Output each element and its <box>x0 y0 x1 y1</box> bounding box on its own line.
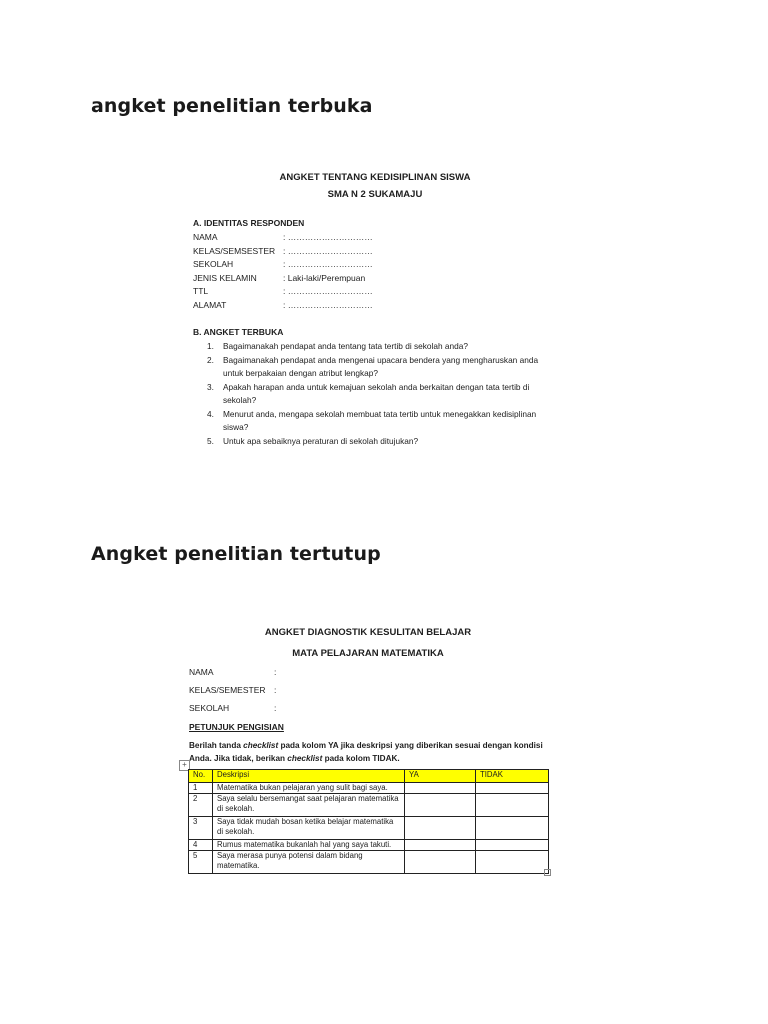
cell-no: 4 <box>189 840 213 851</box>
cell-tidak[interactable] <box>476 794 549 817</box>
cell-desc: Saya merasa punya potensi dalam bidang matematika. <box>213 851 405 874</box>
question-text: Menurut anda, mengapa sekolah membuat tata tertib untuk menegakkan kedisiplinan siswa? <box>223 408 537 432</box>
table-resize-handle[interactable] <box>544 869 551 876</box>
questionnaire-image-terbuka <box>190 170 560 460</box>
cell-no: 5 <box>189 851 213 874</box>
cell-tidak[interactable] <box>476 783 549 794</box>
questionnaire-image-tertutup <box>178 625 558 880</box>
field-value: : ………………………… <box>283 299 373 310</box>
field-label: JENIS KELAMIN <box>193 272 257 283</box>
field-colon: : <box>274 703 277 713</box>
field-label: KELAS/SEMSESTER <box>193 245 276 256</box>
field-value: : ………………………… <box>283 286 373 296</box>
field-value: : ………………………… <box>283 259 373 269</box>
question-number: 1. <box>207 341 214 351</box>
question-text: Bagaimanakah pendapat anda tentang tata tertib di sekolah anda? <box>223 341 468 351</box>
doc-title-line1: ANGKET DIAGNOSTIK KESULITAN BELAJAR <box>264 627 472 638</box>
table-row <box>189 817 549 840</box>
question-list <box>207 340 557 448</box>
field-label: NAMA <box>189 667 214 677</box>
question-text: Untuk apa sebaiknya peraturan di sekolah ditujukan? <box>223 435 419 446</box>
question-number: 4. <box>207 408 214 419</box>
cell-tidak[interactable] <box>476 840 549 851</box>
header-deskripsi: Deskripsi <box>213 770 405 783</box>
question-number: 2. <box>207 354 214 365</box>
table-header-row <box>189 770 549 783</box>
field-label: ALAMAT <box>193 299 227 310</box>
field-value: : ………………………… <box>283 245 373 256</box>
checklist-table <box>188 769 549 874</box>
cell-tidak[interactable] <box>476 851 549 874</box>
question-number: 3. <box>207 381 214 392</box>
field-label: SEKOLAH <box>189 703 230 713</box>
cell-desc: Matematika bukan pelajaran yang sulit bagi saya. <box>213 783 405 794</box>
list-item <box>207 435 557 449</box>
table-move-handle-icon[interactable]: + <box>179 760 190 771</box>
cell-ya[interactable] <box>405 794 476 817</box>
question-text: Bagaimanakah pendapat anda mengenai upacara bendera yang mengharuskan anda untuk berpakaian dengan atribut lengkap? <box>223 354 539 378</box>
field-value: : Laki-laki/Perempuan <box>283 272 366 283</box>
table-row <box>189 794 549 817</box>
cell-ya[interactable] <box>405 851 476 874</box>
cell-desc: Saya selalu bersemangat saat pelajaran matematika di sekolah. <box>213 794 405 817</box>
question-text: Apakah harapan anda untuk kemajuan sekolah anda berkaitan dengan tata tertib di sekolah? <box>223 381 530 405</box>
doc-title-line2: MATA PELAJARAN MATEMATIKA <box>292 648 444 659</box>
list-item <box>207 381 557 408</box>
table-row <box>189 851 549 874</box>
doc-title-line1: ANGKET TENTANG KEDISIPLINAN SISWA <box>279 172 471 183</box>
header-no: No. <box>189 770 213 783</box>
table-row <box>189 840 549 851</box>
cell-ya[interactable] <box>405 817 476 840</box>
cell-ya[interactable] <box>405 783 476 794</box>
cell-tidak[interactable] <box>476 817 549 840</box>
questions-section-header: B. ANGKET TERBUKA <box>193 327 284 337</box>
field-label: TTL <box>193 286 209 296</box>
cell-no: 3 <box>189 817 213 840</box>
field-value: : ………………………… <box>283 232 373 242</box>
field-colon: : <box>274 667 277 677</box>
section-heading-tertutup: Angket penelitian tertutup <box>91 543 381 565</box>
cell-ya[interactable] <box>405 840 476 851</box>
header-tidak: TIDAK <box>476 770 549 783</box>
cell-desc: Saya tidak mudah bosan ketika belajar matematika di sekolah. <box>213 817 405 840</box>
field-label: KELAS/SEMESTER <box>189 685 266 695</box>
field-colon: : <box>274 685 277 695</box>
list-item <box>207 340 557 354</box>
cell-no: 2 <box>189 794 213 817</box>
cell-desc: Rumus matematika bukanlah hal yang saya takuti. <box>213 840 405 851</box>
header-ya: YA <box>405 770 476 783</box>
cell-no: 1 <box>189 783 213 794</box>
identity-section-header: A. IDENTITAS RESPONDEN <box>193 218 305 228</box>
field-label: SEKOLAH <box>193 259 234 269</box>
list-item <box>207 408 557 435</box>
instructions-text: Berilah tanda checklist pada kolom YA jika deskripsi yang diberikan sesuai dengan kondisi Anda. Jika tidak, berikan checklist pada kolom TIDAK. <box>189 741 543 763</box>
list-item <box>207 354 557 381</box>
question-number: 5. <box>207 435 214 446</box>
doc-title-line2: SMA N 2 SUKAMAJU <box>327 189 423 200</box>
section-heading-terbuka: angket penelitian terbuka <box>91 95 373 117</box>
field-label: NAMA <box>193 232 218 242</box>
table-row <box>189 783 549 794</box>
instructions-title: PETUNJUK PENGISIAN <box>189 722 284 732</box>
